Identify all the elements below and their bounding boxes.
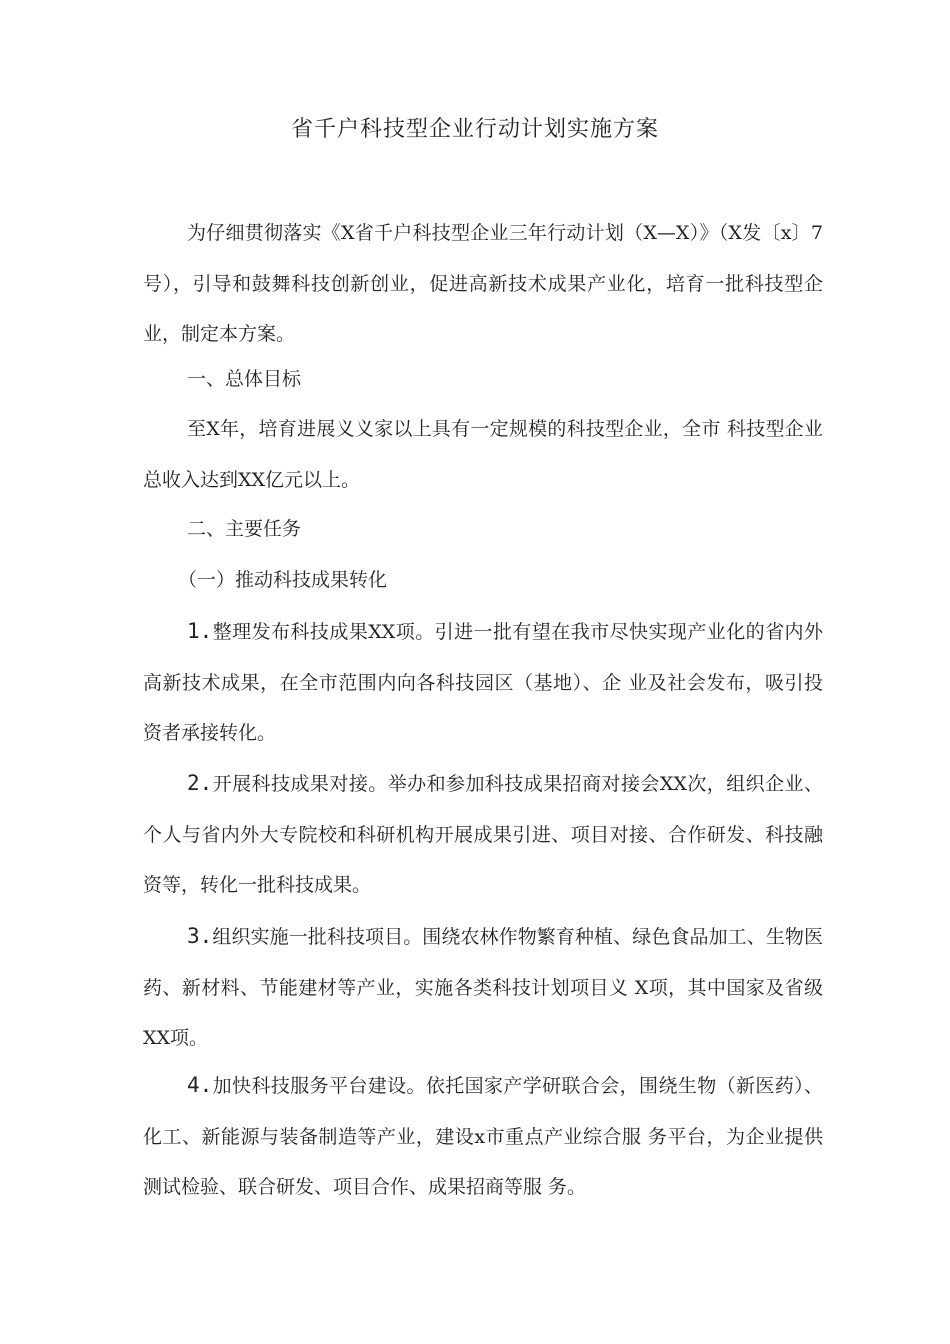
intro-paragraph: 为仔细贯彻落实《X省千户科技型企业三年行动计划（X—X）》（X发〔x〕7号），引导和鼓舞科技创新创业，促进高新技术成果产业化，培育一批科技型企业，制定本方案。	[143, 222, 823, 345]
section-2-heading: 二、主要任务	[187, 518, 302, 540]
item-text: 整理发布科技成果XX项。引进一批有望在我市尽快实现产业化的省内外高新技术成果，在全市范围内向各科技园区（基地）、企 业及社会发布，吸引投资者承接转化。	[143, 621, 823, 744]
list-item-4	[143, 1060, 823, 1213]
item-text: 组织实施一批科技项目。围绕农林作物繁育种植、绿色食品加工、生物医药、新材料、节能建材等产业，实施各类科技计划项目义 X项，其中国家及省级XX项。	[143, 926, 823, 1049]
section-1-heading: 一、总体目标	[187, 368, 302, 390]
item-text: 加快科技服务平台建设。依托国家产学研联合会，围绕生物（新医药）、化工、新能源与装备制造等产业，建设x市重点产业综合服 务平台，为企业提供测试检验、联合研发、项目合作、成果招商等服 务。	[143, 1075, 823, 1198]
list-item-3	[143, 911, 823, 1064]
subsection-1-heading: （一）推动科技成果转化	[178, 569, 388, 591]
item-number: 4.	[187, 1073, 213, 1097]
item-text: 开展科技成果对接。举办和参加科技成果招商对接会XX次，组织企业、个人与省内外大专院校和科研机构开展成果引进、项目对接、合作研发、科技融资等，转化一批科技成果。	[143, 773, 823, 896]
item-number: 2.	[187, 771, 213, 795]
list-item-1	[143, 606, 823, 759]
list-item-2	[143, 758, 823, 911]
item-number: 3.	[187, 924, 213, 948]
section-1-paragraph: 至X年，培育进展义义家以上具有一定规模的科技型企业，全市 科技型企业总收入达到XX亿元以上。	[143, 418, 823, 491]
item-number: 1.	[187, 619, 213, 643]
document-title: 省千户科技型企业行动计划实施方案	[290, 117, 659, 142]
